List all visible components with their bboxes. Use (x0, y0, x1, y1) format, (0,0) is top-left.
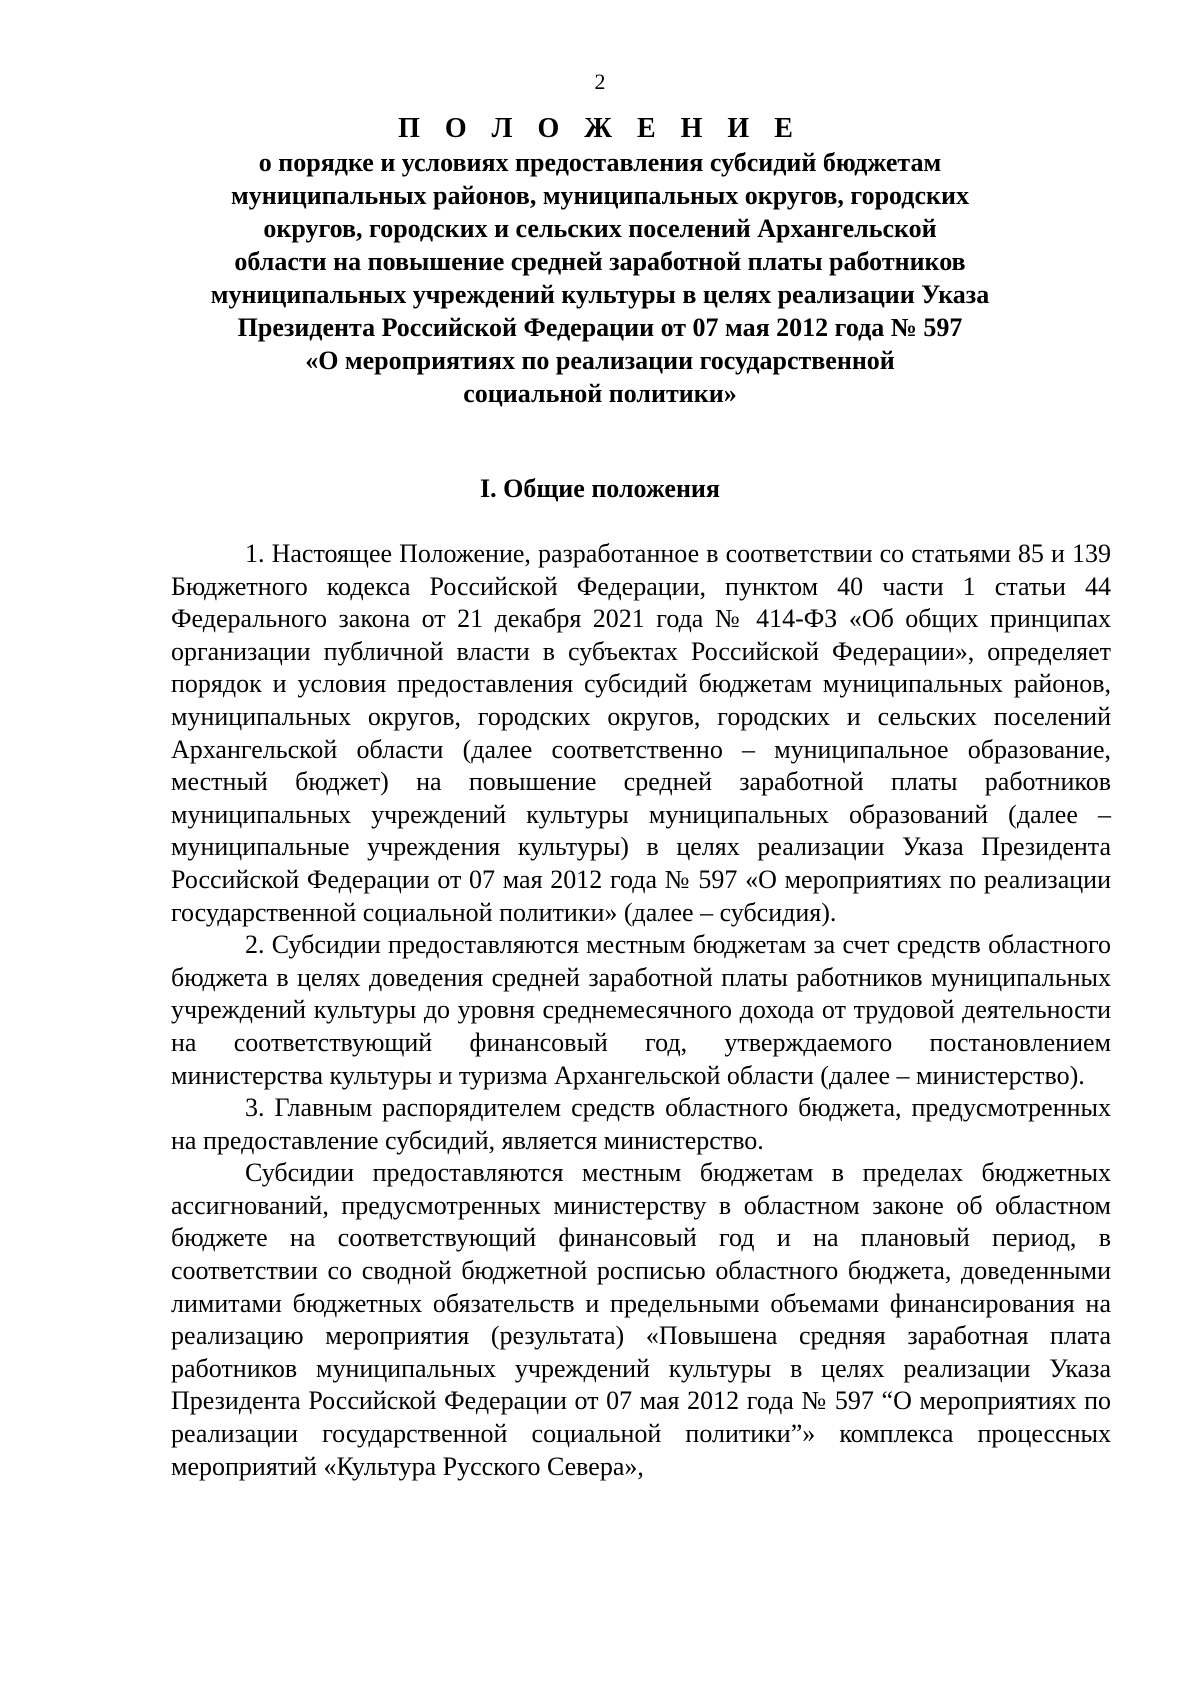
subtitle-line: муниципальных районов, муниципальных округов, городских (231, 181, 969, 210)
document-subtitle (0, 146, 1200, 410)
subtitle-line: муниципальных учреждений культуры в целях реализации Указа (210, 280, 990, 309)
paragraph-1: 1. Настоящее Положение, разработанное в соответствии со статьями 85 и 139 Бюджетного кодекса Российской Федерации, пунктом 40 части 1 статьи 44 Федерального закона от 21 декабря 2021 года № 414-ФЗ «Об общих принципах организации публичной власти в субъектах Российской Федерации», определяет порядок и условия предоставления субсидий бюджетам муниципальных районов, муниципальных округов, городских округов, городских и сельских поселений Архангельской области (далее соответственно – муниципальное образование, местный бюджет) на повышение средней заработной платы работников муниципальных учреждений культуры муниципальных образований (далее – муниципальные учреждения культуры) в целях реализации Указа Президента Российской Федерации от 07 мая 2012 года № 597 «О мероприятиях по реализации государственной социальной политики» (далее – субсидия). (171, 539, 1111, 927)
page-number: 2 (594, 69, 606, 94)
subtitle-line: Президента Российской Федерации от 07 мая 2012 года № 597 (237, 313, 963, 342)
section-heading: I. Общие положения (480, 474, 720, 503)
paragraph-2: 2. Субсидии предоставляются местным бюджетам за счет средств областного бюджета в целях доведения средней заработной платы работников муниципальных учреждений культуры до уровня среднемесячного дохода от трудовой деятельности на соответствующий финансовый год, утверждаемого постановлением министерства культуры и туризма Архангельской области (далее – министерство). (171, 930, 1111, 1090)
document-title: П О Л О Ж Е Н И Е (398, 113, 802, 144)
subtitle-line: «О мероприятиях по реализации государственной (305, 346, 895, 375)
subtitle-line: округов, городских и сельских поселений Архангельской (263, 214, 937, 243)
body-text (171, 538, 1111, 1483)
subtitle-line: области на повышение средней заработной платы работников (234, 247, 966, 276)
paragraph-4: Субсидии предоставляются местным бюджетам в пределах бюджетных ассигнований, предусмотренных министерству в областном законе об областном бюджете на соответствующий финансовый год и на плановый период, в соответствии со сводной бюджетной росписью областного бюджета, доведенными лимитами бюджетных обязательств и предельными объемами финансирования на реализацию мероприятия (результата) «Повышена средняя заработная плата работников муниципальных учреждений культуры в целях реализации Указа Президента Российской Федерации от 07 мая 2012 года № 597 “О мероприятиях по реализации государственной социальной политики”» комплекса процессных мероприятий «Культура Русского Севера», (171, 1158, 1111, 1481)
subtitle-line: о порядке и условиях предоставления субсидий бюджетам (258, 148, 942, 177)
paragraph-3: 3. Главным распорядителем средств областного бюджета, предусмотренных на предоставление субсидий, является министерство. (171, 1093, 1111, 1155)
subtitle-line: социальной политики» (463, 379, 737, 408)
